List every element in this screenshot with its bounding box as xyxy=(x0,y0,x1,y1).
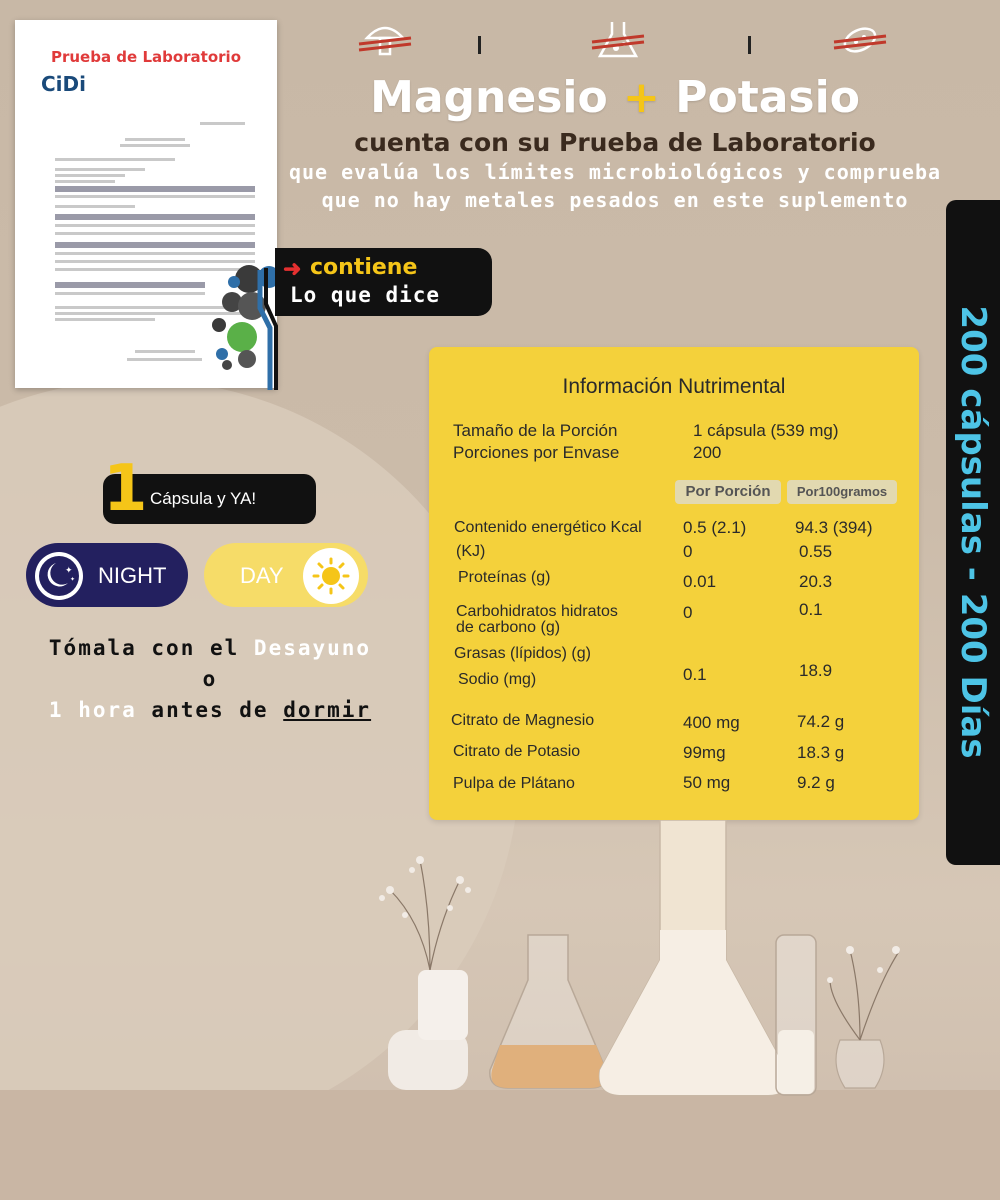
doc-line xyxy=(55,252,255,255)
header-separator xyxy=(748,36,751,54)
svg-text:✦: ✦ xyxy=(65,566,73,576)
doc-line xyxy=(125,138,185,141)
instruction-line-1 xyxy=(0,636,420,660)
decorative-bracket xyxy=(240,268,280,393)
nutrition-card xyxy=(429,347,919,820)
protein-label: Proteínas (g) xyxy=(458,569,551,586)
potassium-per-100g: 18.3 g xyxy=(797,743,845,762)
energy-per-serving: 0.5 (2.1) xyxy=(683,518,747,537)
bacteria-crossed-icon xyxy=(830,18,890,62)
doc-table-header xyxy=(55,186,255,192)
energy-kj-per-100g: 0.55 xyxy=(799,542,833,561)
svg-text:✦: ✦ xyxy=(70,576,76,583)
banana-label: Pulpa de Plátano xyxy=(453,775,575,792)
doc-table-header xyxy=(55,242,255,248)
instruction-text: Tómala con el xyxy=(48,636,254,660)
nutrition-title: Información Nutrimental xyxy=(562,375,786,398)
energy-kj-per-serving: 0 xyxy=(683,542,693,561)
doc-table-header xyxy=(55,282,205,288)
lab-logo: CiDi xyxy=(41,72,86,96)
magnesium-per-serving: 400 mg xyxy=(683,713,740,732)
serving-size-value: 1 cápsula (539 mg) xyxy=(693,421,839,440)
shelf-surface xyxy=(0,1090,1000,1200)
doc-line xyxy=(200,122,245,125)
doc-line xyxy=(127,358,202,361)
lo-que-dice-text: Lo que dice xyxy=(290,283,441,307)
product-title xyxy=(300,72,930,123)
arrow-right-icon: ➜ xyxy=(283,256,302,281)
doc-line xyxy=(55,268,255,271)
doc-line xyxy=(55,232,255,235)
description-line-2: que no hay metales pesados en este suplemento xyxy=(321,188,909,212)
banana-per-serving: 50 mg xyxy=(683,773,731,792)
doc-line xyxy=(55,224,255,227)
product-subtitle: cuenta con su Prueba de Laboratorio xyxy=(354,128,876,157)
lab-report-title: Prueba de Laboratorio xyxy=(50,48,242,66)
doc-line xyxy=(120,144,190,147)
capsule-text: Cápsula y YA! xyxy=(150,489,257,508)
doc-line xyxy=(55,260,255,263)
doc-line xyxy=(55,180,115,183)
instruction-line-2: o xyxy=(202,667,218,691)
carb-per-100g: 0.1 xyxy=(799,600,823,619)
side-banner-text: 200 cápsulas - 200 Días xyxy=(953,305,993,759)
carb-label-line2: de carbono (g) xyxy=(456,619,561,636)
title-part1: Magnesio xyxy=(370,72,608,123)
sodium-label: Sodio (mg) xyxy=(458,671,537,688)
magnesium-per-100g: 74.2 g xyxy=(797,712,845,731)
lab-glassware-illustration xyxy=(360,820,900,1100)
energy-label: Contenido energético Kcal xyxy=(454,519,642,536)
instruction-breakfast: Desayuno xyxy=(253,636,372,660)
doc-line xyxy=(55,174,125,177)
col-header-per-100g: Por100gramos xyxy=(787,480,897,504)
moon-icon xyxy=(34,551,84,601)
doc-line xyxy=(55,292,205,295)
servings-value: 200 xyxy=(693,443,722,462)
protein-per-serving: 0.01 xyxy=(683,572,717,591)
instruction-sleep: dormir xyxy=(283,698,372,722)
capsule-count: 1 xyxy=(103,452,148,526)
contiene-text: contiene xyxy=(310,255,418,280)
carb-label-line1: Carbohidratos hidratos xyxy=(456,603,618,620)
flask-crossed-icon xyxy=(588,18,648,62)
doc-line xyxy=(55,168,145,171)
instruction-line-3 xyxy=(0,698,420,722)
magnesium-label: Citrato de Magnesio xyxy=(451,712,595,729)
description-line-1: que evalúa los límites microbiológicos y comprueba xyxy=(288,160,942,184)
fat-per-serving: 0.1 xyxy=(683,665,707,684)
doc-line xyxy=(55,195,255,198)
energy-per-100g: 94.3 (394) xyxy=(795,518,873,537)
instruction-before: antes de xyxy=(151,698,284,722)
instruction-one-hour: 1 hora xyxy=(48,698,152,722)
serving-size-label: Tamaño de la Porción xyxy=(453,421,618,440)
energy-kj-label: (KJ) xyxy=(456,543,486,560)
doc-line xyxy=(55,318,155,321)
protein-per-100g: 20.3 xyxy=(799,572,833,591)
col-header-per-serving: Por Porción xyxy=(675,480,781,504)
doc-line xyxy=(55,205,135,208)
title-part2: Potasio xyxy=(675,72,860,123)
doc-table-header xyxy=(55,214,255,220)
carb-per-serving: 0 xyxy=(683,603,693,622)
servings-label: Porciones por Envase xyxy=(453,443,620,462)
potassium-per-serving: 99mg xyxy=(683,743,726,762)
plus-icon: + xyxy=(623,72,660,123)
sun-icon xyxy=(302,547,360,605)
fat-per-100g: 18.9 xyxy=(799,661,833,680)
doc-line xyxy=(55,312,255,315)
day-label: DAY xyxy=(240,563,284,588)
doc-line xyxy=(55,158,175,161)
banana-per-100g: 9.2 g xyxy=(797,773,835,792)
mushroom-crossed-icon xyxy=(355,18,415,62)
fat-label: Grasas (lípidos) (g) xyxy=(454,645,591,662)
doc-signature-line xyxy=(135,350,195,353)
header-separator xyxy=(478,36,481,54)
night-label: NIGHT xyxy=(98,563,167,588)
potassium-label: Citrato de Potasio xyxy=(453,743,581,760)
